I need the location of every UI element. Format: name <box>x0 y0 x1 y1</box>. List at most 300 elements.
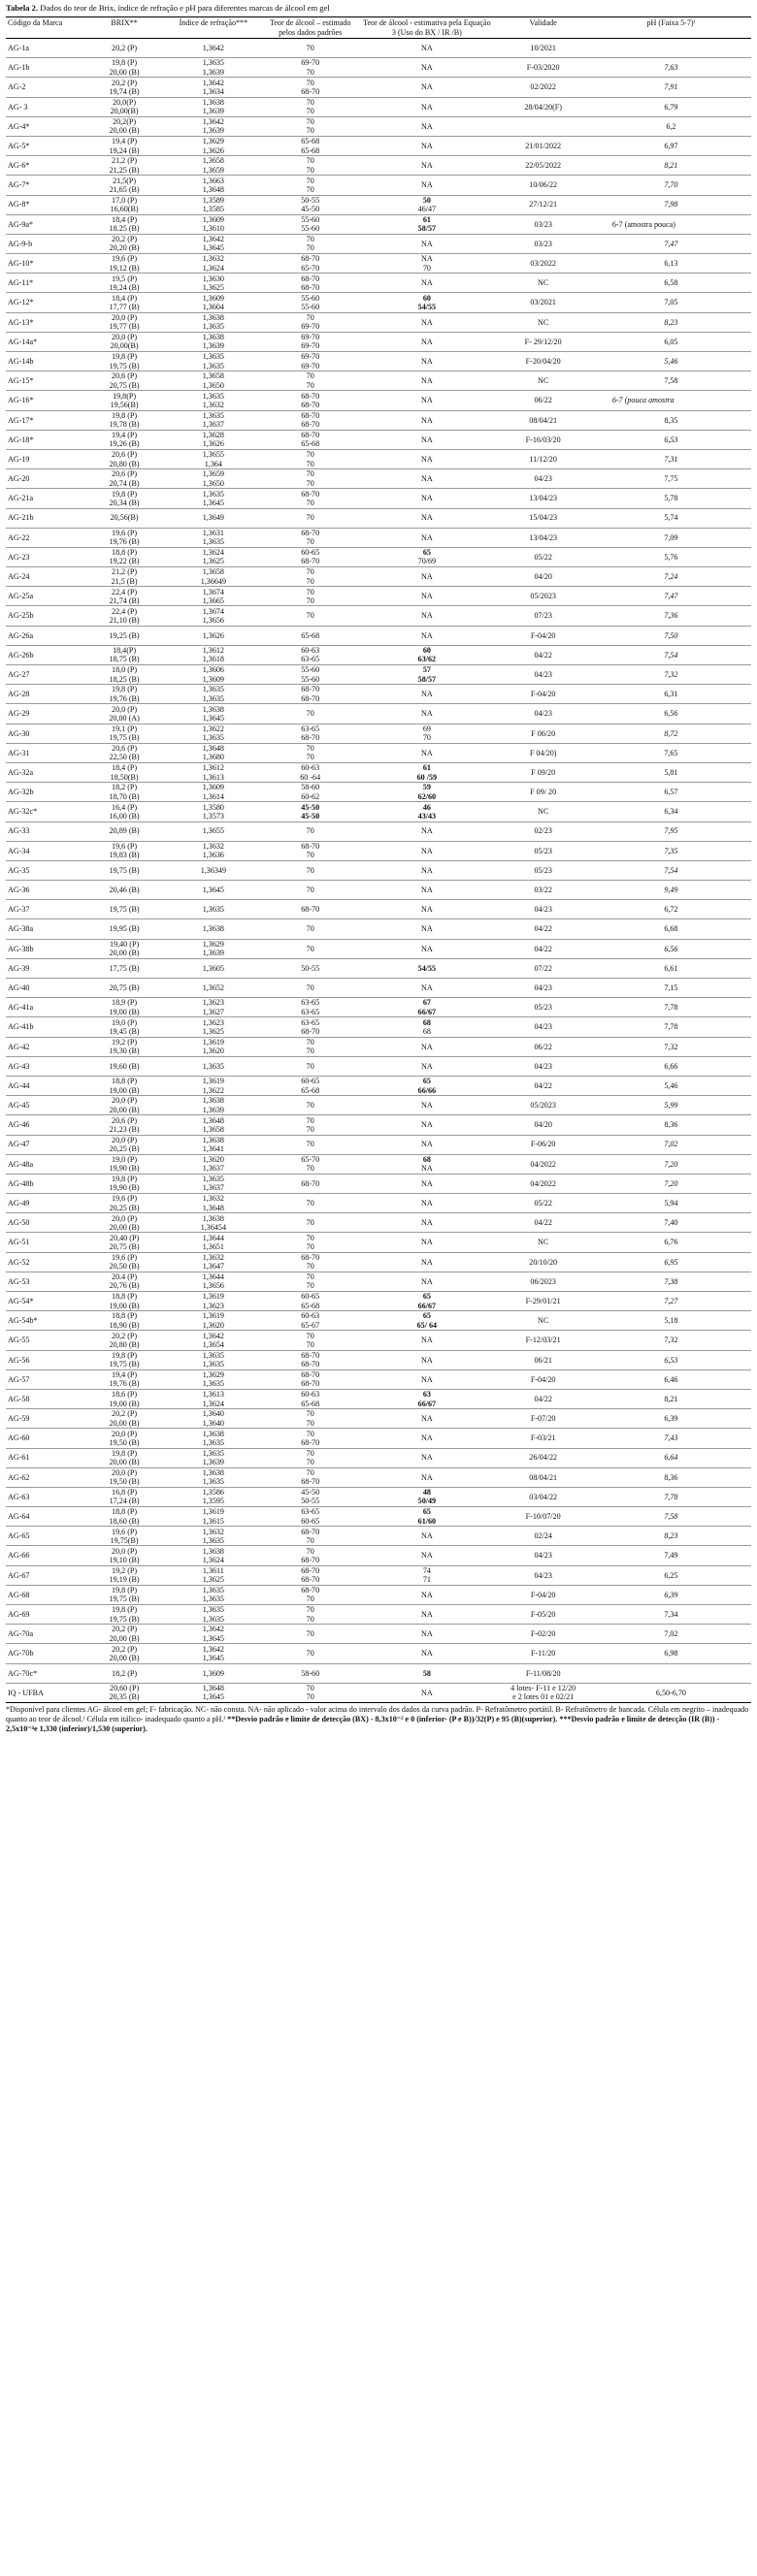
cell-code <box>6 528 84 547</box>
cell-line: 1,3638 <box>202 97 224 107</box>
cell-line: 45-50 <box>301 802 320 812</box>
cell-line: 1,3619 <box>202 1037 224 1046</box>
cell-ph <box>591 156 751 176</box>
cell-alcohol-equation <box>358 1605 495 1625</box>
table-row <box>6 1527 751 1546</box>
cell-line: 6,34 <box>664 807 678 817</box>
cell-line: 5,78 <box>664 494 678 503</box>
cell-alcohol-standard <box>262 1565 358 1585</box>
cell-alcohol-standard <box>262 489 358 508</box>
cell-line: 69-70 <box>301 361 320 370</box>
cell-brix <box>84 783 165 802</box>
cell-line: 70 <box>306 184 314 194</box>
cell-alcohol-standard <box>262 724 358 743</box>
cell-line: 16,8 (P) <box>112 1488 138 1497</box>
cell-line: NA <box>421 494 433 503</box>
cell-refraction <box>165 391 263 410</box>
cell-line: 8,72 <box>664 728 678 738</box>
cell-line: F-11/20 <box>530 1649 556 1658</box>
cell-code <box>6 1017 84 1037</box>
cell-code <box>6 508 84 528</box>
cell-alcohol-equation <box>358 274 495 293</box>
cell-line: AG-9-b <box>8 239 33 248</box>
cell-line: 60-65 <box>301 1516 320 1526</box>
cell-line: AG-9a* <box>8 219 34 229</box>
table-row <box>6 1017 751 1037</box>
cell-code <box>6 1194 84 1213</box>
cell-refraction <box>165 685 263 704</box>
cell-alcohol-equation <box>358 665 495 685</box>
table-row <box>6 489 751 508</box>
cell-line: 1,3624 <box>202 548 224 558</box>
cell-line: 20,00 (B) <box>109 949 140 958</box>
cell-line: 70 <box>306 126 314 136</box>
cell-line: 20,2 (P) <box>112 78 138 87</box>
cell-validity <box>496 783 591 802</box>
cell-line: 58-60 <box>301 783 320 792</box>
cell-line: 1,3612 <box>202 763 224 773</box>
cell-code <box>6 1037 84 1056</box>
cell-refraction <box>165 1644 263 1663</box>
cell-line: AG-35 <box>8 865 30 875</box>
cell-line: 19,1 (P) <box>112 724 138 733</box>
cell-line: 04/2022 <box>530 1178 556 1188</box>
cell-validity <box>496 1154 591 1174</box>
cell-alcohol-standard <box>262 1017 358 1037</box>
cell-line: 58 <box>422 1668 431 1678</box>
cell-line: 1,3618 <box>202 655 224 664</box>
cell-ph <box>591 1565 751 1585</box>
cell-ph <box>591 1292 751 1311</box>
cell-line: 70 <box>306 826 314 836</box>
cell-line: 19,2 (P) <box>112 1565 138 1575</box>
cell-code <box>6 626 84 645</box>
cell-line: AG-43 <box>8 1061 30 1071</box>
cell-validity <box>496 214 591 234</box>
cell-line: 70 <box>306 982 314 992</box>
cell-line: 1,3635 <box>202 1350 224 1360</box>
cell-alcohol-standard <box>262 1605 358 1625</box>
cell-validity <box>496 1135 591 1154</box>
cell-line: 1,3619 <box>202 1507 224 1517</box>
cell-line: NC <box>538 376 549 386</box>
cell-brix <box>84 1017 165 1037</box>
cell-line: 68-70 <box>301 528 320 537</box>
table-row <box>6 762 751 782</box>
cell-line: 7,38 <box>664 1276 678 1286</box>
cell-line: 19,76 (B) <box>109 693 140 703</box>
cell-line: 6,72 <box>664 905 678 915</box>
cell-line: 19,0 (P) <box>112 1017 138 1027</box>
cell-line: 1,3635 <box>202 733 224 743</box>
cell-line: 20,00 (B) <box>109 126 140 136</box>
cell-alcohol-equation <box>358 1625 495 1644</box>
cell-alcohol-equation <box>358 645 495 664</box>
cell-line: 05/22 <box>534 552 552 562</box>
cell-line: 17,24 (B) <box>109 1497 140 1506</box>
cell-line: 05/2023 <box>530 592 556 601</box>
cell-alcohol-equation <box>358 58 495 78</box>
cell-line: 1,3606 <box>202 665 224 675</box>
cell-brix <box>84 860 165 880</box>
cell-line: NA <box>421 1355 433 1365</box>
cell-line: 70 <box>306 709 314 719</box>
cell-line: 8,21 <box>664 161 678 171</box>
cell-line: 63-65 <box>301 724 320 733</box>
cell-code <box>6 234 84 253</box>
cell-line: 16,4 (P) <box>112 802 138 812</box>
cell-line: AG-37 <box>8 905 30 915</box>
cell-line: 7,15 <box>664 982 678 992</box>
cell-line: NA <box>421 865 433 875</box>
cell-line: 61/60 <box>417 1516 437 1526</box>
cell-refraction <box>165 724 263 743</box>
cell-validity <box>496 352 591 371</box>
cell-code <box>6 1487 84 1506</box>
cell-validity <box>496 1663 591 1683</box>
table-row <box>6 900 751 919</box>
cell-validity <box>496 508 591 528</box>
cell-line: NA <box>421 102 433 112</box>
cell-line: 63-65 <box>301 655 320 664</box>
cell-code <box>6 1565 84 1585</box>
cell-alcohol-equation <box>358 430 495 449</box>
cell-line: 19,12 (B) <box>109 263 140 273</box>
cell-refraction <box>165 1292 263 1311</box>
cell-alcohol-equation <box>358 724 495 743</box>
cell-line: 21,74 (B) <box>109 596 140 605</box>
cell-alcohol-standard <box>262 1135 358 1154</box>
cell-line: 19,6 (P) <box>112 254 138 264</box>
cell-line: 1,3635 <box>202 537 224 547</box>
cell-line: NA <box>421 1433 433 1443</box>
cell-line: 7,58 <box>664 1512 678 1521</box>
cell-validity <box>496 626 591 645</box>
cell-validity <box>496 371 591 391</box>
cell-line: NA <box>421 572 433 581</box>
cell-brix <box>84 195 165 214</box>
table-header-row <box>6 17 751 39</box>
cell-line: AG-10* <box>8 259 34 268</box>
cell-line: 55-60 <box>301 674 320 684</box>
cell-line: 70 <box>306 97 314 107</box>
cell-line: 02/2022 <box>530 82 556 92</box>
cell-brix <box>84 1154 165 1174</box>
cell-validity <box>496 919 591 939</box>
table-row <box>6 567 751 587</box>
cell-refraction <box>165 58 263 78</box>
cell-brix <box>84 1056 165 1076</box>
table-row <box>6 1174 751 1193</box>
cell-line: 70 <box>306 1281 314 1291</box>
table-row <box>6 312 751 332</box>
cell-alcohol-standard <box>262 958 358 978</box>
cell-ph <box>591 1448 751 1467</box>
cell-code <box>6 685 84 704</box>
cell-validity <box>496 1429 591 1448</box>
cell-line: 13/04/23 <box>529 494 558 503</box>
cell-validity <box>496 567 591 587</box>
cell-validity <box>496 332 591 351</box>
cell-alcohol-equation <box>358 1350 495 1369</box>
cell-line: 70 <box>306 886 314 894</box>
cell-line: 1,3642 <box>202 1625 224 1634</box>
cell-code <box>6 1467 84 1487</box>
cell-code <box>6 567 84 587</box>
cell-line: 70 <box>306 1101 314 1111</box>
cell-validity <box>496 312 591 332</box>
cell-alcohol-equation <box>358 116 495 136</box>
cell-brix <box>84 1350 165 1369</box>
cell-ph <box>591 469 751 489</box>
cell-line: 20,56(B) <box>110 513 139 523</box>
cell-line: AG-59 <box>8 1414 30 1424</box>
cell-refraction <box>165 783 263 802</box>
cell-validity <box>496 860 591 880</box>
cell-alcohol-standard <box>262 1448 358 1467</box>
cell-line: 20,6 (P) <box>112 450 138 460</box>
table-row <box>6 1467 751 1487</box>
table-row <box>6 783 751 802</box>
cell-brix <box>84 1507 165 1527</box>
cell-line: 1,3635 <box>202 361 224 370</box>
cell-line: 1,3638 <box>202 704 224 714</box>
cell-line: AG-18* <box>8 435 34 444</box>
cell-line: 60-63 <box>301 1390 320 1400</box>
cell-line: 20,00 (B) <box>109 1458 140 1467</box>
cell-ph <box>591 762 751 782</box>
cell-brix <box>84 939 165 958</box>
cell-line: 70 <box>306 1061 314 1071</box>
cell-line: 04/2022 <box>530 1159 556 1169</box>
cell-code <box>6 293 84 312</box>
cell-line: 5,76 <box>664 552 678 562</box>
cell-refraction <box>165 1096 263 1115</box>
cell-line: 70 <box>306 851 314 860</box>
cell-refraction <box>165 214 263 234</box>
cell-brix <box>84 1076 165 1095</box>
cell-line: 21/01/2022 <box>525 141 562 150</box>
cell-brix <box>84 1037 165 1056</box>
cell-line: 68-70 <box>301 254 320 264</box>
cell-line: 04/22 <box>534 1080 552 1090</box>
cell-line: 46/47 <box>417 205 437 214</box>
cell-alcohol-standard <box>262 1683 358 1702</box>
cell-line: 70 <box>306 1233 314 1242</box>
cell-brix <box>84 919 165 939</box>
cell-code <box>6 587 84 606</box>
cell-alcohol-standard <box>262 1096 358 1115</box>
cell-ph <box>591 1409 751 1429</box>
cell-refraction <box>165 449 263 468</box>
cell-code <box>6 1213 84 1233</box>
cell-line: 68-70 <box>301 489 320 499</box>
cell-line: 1,3629 <box>202 1370 224 1380</box>
col-header-alcohol-equation: Teor de álcool - estimativa pela Equação 3 (Uso do BX / IR /B) <box>358 17 495 39</box>
cell-line: 1,3589 <box>202 195 224 205</box>
cell-ph <box>591 449 751 468</box>
cell-line: 1,3658 <box>202 156 224 166</box>
cell-alcohol-equation <box>358 136 495 155</box>
cell-line: 1,3635 <box>202 1477 224 1487</box>
cell-line: 7,27 <box>664 1296 678 1305</box>
cell-line: 20,75 (B) <box>109 1242 140 1252</box>
cell-line: 19,6 (P) <box>112 1527 138 1536</box>
cell-line: 03/22 <box>534 886 552 894</box>
cell-line: 5,94 <box>664 1199 678 1208</box>
cell-line: 04/22 <box>534 924 552 934</box>
cell-line: NA <box>421 1688 433 1697</box>
cell-brix <box>84 979 165 998</box>
col-header-alcohol-standard: Teor de álcool – estimado pelos dados padrões <box>262 17 358 39</box>
cell-line: 1,3628 <box>202 431 224 440</box>
cell-alcohol-standard <box>262 116 358 136</box>
cell-line: 1,3619 <box>202 1292 224 1302</box>
cell-line: 18,2 (P) <box>112 783 138 792</box>
cell-refraction <box>165 1056 263 1076</box>
cell-line: 1,3613 <box>202 772 224 782</box>
cell-refraction <box>165 469 263 489</box>
cell-line: 1,3625 <box>202 1575 224 1585</box>
cell-line: 60-63 <box>301 646 320 656</box>
cell-ph <box>591 234 751 253</box>
cell-line: 19,24 (B) <box>109 145 140 155</box>
cell-validity <box>496 1194 591 1213</box>
cell-brix <box>84 1252 165 1272</box>
cell-line: 74 <box>422 1565 431 1575</box>
cell-line: 19,75(B) <box>110 1535 139 1545</box>
cell-line: 66/66 <box>417 1085 437 1095</box>
cell-line: 1,3611 <box>202 1565 224 1575</box>
cell-line: 1,3641 <box>202 1144 224 1154</box>
cell-line: 70/69 <box>417 557 437 566</box>
cell-line: F-04/20 <box>530 630 556 640</box>
cell-validity <box>496 724 591 743</box>
cell-line: AG-25a <box>8 592 34 601</box>
cell-line: 20,75 (B) <box>109 380 140 390</box>
col-header-refraction: Índice de refração*** <box>165 17 263 39</box>
cell-alcohol-standard <box>262 1037 358 1056</box>
table-row <box>6 1487 751 1506</box>
cell-line: 20.4 (P) <box>112 1272 138 1282</box>
cell-line: 1,3635 <box>202 1594 224 1604</box>
cell-validity <box>496 1527 591 1546</box>
cell-alcohol-equation <box>358 176 495 195</box>
cell-code <box>6 449 84 468</box>
cell-line: 20,0 (P) <box>112 1135 138 1144</box>
cell-line: 70 <box>306 1614 314 1624</box>
cell-alcohol-equation <box>358 489 495 508</box>
cell-line: 20,89 (B) <box>109 826 140 836</box>
cell-alcohol-equation <box>358 860 495 880</box>
cell-code <box>6 410 84 430</box>
cell-refraction <box>165 332 263 351</box>
cell-line: 1,3639 <box>202 949 224 958</box>
cell-ph <box>591 528 751 547</box>
cell-code <box>6 195 84 214</box>
cell-line: NA <box>421 846 433 855</box>
cell-brix <box>84 567 165 587</box>
cell-ph <box>591 665 751 685</box>
cell-line: 8,35 <box>664 415 678 425</box>
cell-brix <box>84 1369 165 1389</box>
cell-line: 1,3626 <box>202 439 224 449</box>
cell-brix <box>84 900 165 919</box>
cell-line: 19,76 (B) <box>109 1379 140 1389</box>
cell-code <box>6 1585 84 1604</box>
cell-alcohol-standard <box>262 1115 358 1135</box>
cell-line: 1,3645 <box>202 243 224 253</box>
cell-line: 04/22 <box>534 944 552 953</box>
cell-alcohol-standard <box>262 900 358 919</box>
cell-line: 19,77 (B) <box>109 322 140 332</box>
cell-line: 20,0 (P) <box>112 1467 138 1477</box>
cell-line: 68-70 <box>301 1360 320 1369</box>
cell-line: 65-68 <box>301 439 320 449</box>
cell-line: NA <box>421 121 433 131</box>
cell-line: 70 <box>306 587 314 596</box>
cell-line: 19,76 (B) <box>109 537 140 547</box>
cell-validity <box>496 1448 591 1467</box>
cell-line: F-20/04/20 <box>525 356 561 366</box>
cell-refraction <box>165 1409 263 1429</box>
cell-line: 60 <box>422 646 431 656</box>
cell-alcohol-equation <box>358 234 495 253</box>
cell-ph <box>591 58 751 78</box>
cell-ph <box>591 1331 751 1350</box>
cell-validity <box>496 1037 591 1056</box>
cell-line: F-03/2020 <box>526 63 560 73</box>
cell-line: 08/04/21 <box>529 1472 558 1482</box>
table-row <box>6 704 751 724</box>
cell-line: 1,36349 <box>200 865 227 875</box>
cell-line: 7,35 <box>664 846 678 855</box>
cell-line: 7,20 <box>664 1178 678 1188</box>
cell-ph <box>591 958 751 978</box>
cell-line: 20,00 (B) <box>109 1633 140 1643</box>
cell-refraction <box>165 547 263 566</box>
cell-alcohol-standard <box>262 1154 358 1174</box>
cell-ph <box>591 1389 751 1408</box>
cell-alcohol-standard <box>262 587 358 606</box>
cell-refraction <box>165 1213 263 1233</box>
cell-line: 18,4 (P) <box>112 214 138 224</box>
cell-alcohol-equation <box>358 1369 495 1389</box>
table-row <box>6 116 751 136</box>
cell-validity <box>496 587 591 606</box>
cell-alcohol-standard <box>262 430 358 449</box>
cell-refraction <box>165 176 263 195</box>
cell-line: NA <box>421 278 433 288</box>
table-caption-label: Tabela 2. <box>6 3 39 13</box>
cell-validity <box>496 1115 591 1135</box>
cell-line: AG-48b <box>8 1178 34 1188</box>
cell-brix <box>84 1429 165 1448</box>
cell-line: 68-70 <box>301 905 320 915</box>
cell-line: 20,6 (P) <box>112 469 138 479</box>
cell-line: 68-70 <box>301 693 320 703</box>
cell-ph <box>591 1467 751 1487</box>
cell-line: e 2 lotes 01 e 02/21 <box>512 1692 575 1702</box>
cell-brix <box>84 1565 165 1585</box>
cell-line: 1,3623 <box>202 998 224 1008</box>
cell-line: 19,83 (B) <box>109 851 140 860</box>
cell-brix <box>84 626 165 645</box>
cell-ph <box>591 1233 751 1252</box>
cell-line: NA <box>421 1140 433 1149</box>
cell-line: 21,5 (B) <box>111 576 138 586</box>
cell-ph <box>591 391 751 410</box>
